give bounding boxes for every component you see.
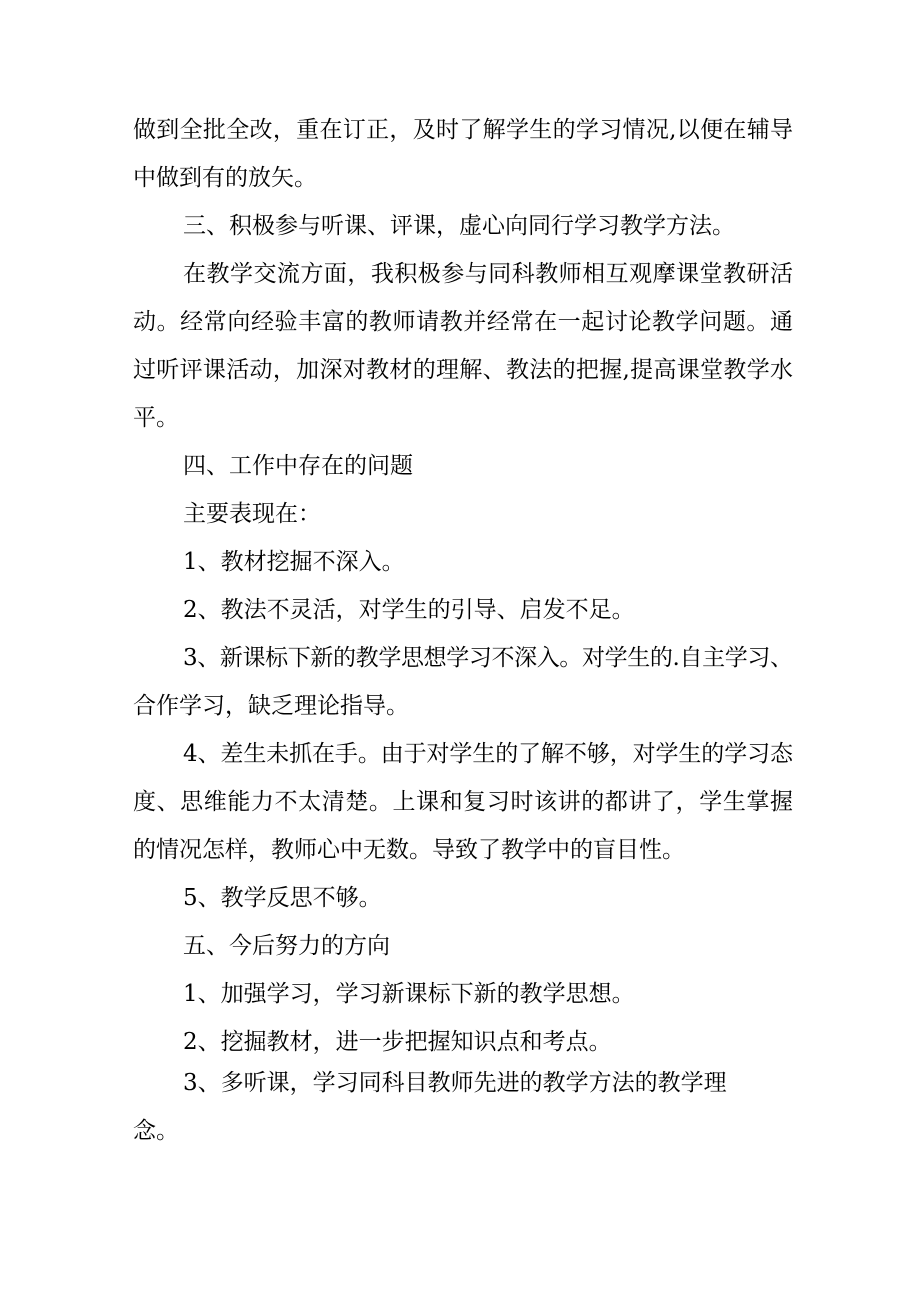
text-line: 的情况怎样，教师心中无数。导致了教学中的盲目性。 [133, 837, 685, 863]
text-line: 做到全批全改，重在订正，及时了解学生的学习情况,以便在辅导 [133, 117, 794, 143]
text-line: 平。 [133, 405, 179, 431]
text-line: 合作学习，缺乏理论指导。 [133, 693, 409, 719]
list-item: 1、加强学习，学习新课标下新的教学思想。 [183, 981, 635, 1007]
text-line: 在教学交流方面，我积极参与同科教师相互观摩课堂教研活 [183, 261, 794, 287]
text-line: 念。 [133, 1118, 179, 1144]
section-heading: 五、今后努力的方向 [183, 933, 390, 959]
section-heading: 三、积极参与听课、评课，虚心向同行学习教学方法。 [183, 213, 735, 239]
list-item: 4、差生未抓在手。由于对学生的了解不够，对学生的学习态 [183, 741, 793, 767]
text-line: 度、思维能力不太清楚。上课和复习时该讲的都讲了，学生掌握 [133, 789, 794, 815]
text-line: 过听评课活动，加深对教材的理解、教法的把握,提高课堂教学水 [133, 357, 794, 383]
list-item: 2、教法不灵活，对学生的引导、启发不足。 [183, 597, 635, 623]
text-line: 中做到有的放矢。 [133, 165, 317, 191]
list-item: 3、新课标下新的教学思想学习不深入。对学生的.自主学习、 [183, 645, 793, 671]
list-item: 2、挖掘教材，进一步把握知识点和考点。 [183, 1029, 612, 1055]
text-line: 主要表现在： [183, 501, 321, 527]
section-heading: 四、工作中存在的问题 [183, 453, 413, 479]
text-line: 动。经常向经验丰富的教师请教并经常在一起讨论教学问题。通 [133, 309, 794, 335]
list-item: 1、教材挖掘不深入。 [183, 549, 405, 575]
list-item: 3、多听课，学习同科目教师先进的教学方法的教学理 [183, 1070, 727, 1096]
list-item: 5、教学反思不够。 [183, 885, 382, 911]
